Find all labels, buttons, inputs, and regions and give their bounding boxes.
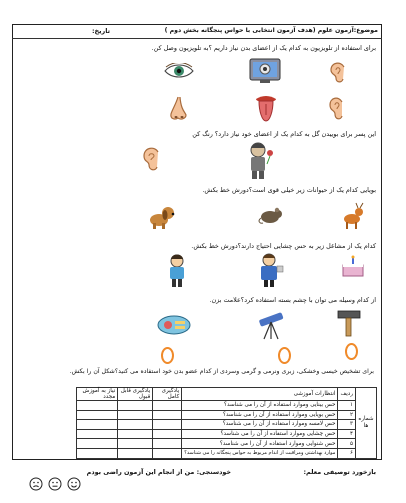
self-assessment-label: خودسنجی: من از انجام این آزمون راضی بودم [86,468,231,476]
check-cell[interactable] [77,439,118,449]
col-header-number: شماره ها [356,388,377,459]
col-header-row: ردیف [338,388,356,401]
check-cell[interactable] [118,401,153,411]
deer-icon [338,202,366,230]
check-cell[interactable] [153,410,182,420]
happy-face-icon[interactable] [67,477,81,491]
answer-circle[interactable] [161,347,174,364]
answer-circle[interactable] [278,347,291,364]
row-number: ۴ [338,429,356,439]
question-5: از کدام وسیله می توان با چشم بسته استفاده کرد؟علامت بزن. [209,296,376,304]
teacher-feedback-label: بازخورد توصیفی معلم: [303,468,376,476]
table-row [77,401,377,411]
cake-icon [340,255,366,279]
check-cell[interactable] [77,420,118,430]
row-text: حس شنوایی وموارد استفاده از آن را می شناسد؟ [182,439,338,449]
table-row [77,439,377,449]
row-text: حس چشایی وموارد استفاده از آن را می شناسد؟ [182,429,338,439]
row-number: ۲ [338,410,356,420]
hammer-icon [336,308,362,338]
radio-icon [156,314,192,336]
row-text: حس بینایی وموارد استفاده از آن را می شناسد؟ [182,401,338,411]
check-cell[interactable] [153,401,182,411]
row-text: موارد بهداشتی ومراقبت از اندام مربوط به حواس پنجگانه را می شناسد؟ [182,448,338,458]
eye-icon [164,63,194,79]
row-text: حس لامسه وموارد استفاده از آن را می شناسد؟ [182,420,338,430]
question-4: کدام یک از مشاغل زیر به حس چشایی احتیاج دارند؟دورش خط بکش. [191,242,376,250]
check-cell[interactable] [118,448,153,458]
dog-icon [146,202,176,230]
check-cell[interactable] [118,439,153,449]
row-number: ۵ [338,439,356,449]
col-header-retrain: نیاز به آموزش مجدد [77,388,118,401]
check-cell[interactable] [118,429,153,439]
question-3: بویایی کدام یک از حیوانات زیر خیلی قوی است؟دورش خط بکش. [202,186,376,194]
boy-smelling-flower-icon [240,140,276,180]
check-cell[interactable] [118,410,153,420]
ear-icon [327,96,347,122]
taster-icon [252,252,286,288]
col-header-acceptable: یادگیری قابل قبول [118,388,153,401]
check-cell[interactable] [153,420,182,430]
answer-circle[interactable] [345,343,358,360]
neutral-face-icon[interactable] [48,477,62,491]
row-number: ۳ [338,420,356,430]
divider [12,38,382,39]
assessment-table [76,387,377,459]
page-title: موضوع:آزمون علوم (هدف آزمون انتخابی با حواس پنجگانه بخش دوم ) [164,27,378,34]
row-number: ۶ [338,448,356,458]
question-2: این پسر برای بوییدن گل به کدام یک از اعضای خود نیاز دارد؟ رنگ کن [192,130,376,138]
question-1: برای استفاده از تلویزیون به کدام یک از اعضای بدن نیاز داریم ؟به تلویزیون وصل کن. [151,44,376,52]
col-header-expectations: انتظارات آموزشی [182,388,338,401]
nose-icon [168,96,190,122]
mouse-icon [258,205,284,225]
row-number: ۱ [338,401,356,411]
tv-icon [248,56,282,84]
table-row [77,429,377,439]
tongue-icon [254,95,278,123]
ear-icon [327,61,349,85]
table-row [77,410,377,420]
row-text: حس بویایی وموارد استفاده از آن را می شناسد؟ [182,410,338,420]
col-header-complete: یادگیری کامل [153,388,182,401]
check-cell[interactable] [153,448,182,458]
check-cell[interactable] [153,439,182,449]
check-cell[interactable] [77,401,118,411]
telescope-icon [256,310,288,340]
question-6: برای تشخیص خیسی وخشکی، زبری ونرمی و گرمی وسردی از کدام عضو بدن خود استفاده می کنید؟شکل آن را بکش. [69,368,374,375]
check-cell[interactable] [153,429,182,439]
boy-icon [162,252,192,288]
table-row [77,420,377,430]
table-row [77,448,377,458]
check-cell[interactable] [77,448,118,458]
check-cell[interactable] [77,410,118,420]
check-cell[interactable] [118,420,153,430]
sad-face-icon[interactable] [29,477,43,491]
ear-icon [140,146,164,174]
date-label: تاریخ: [92,27,111,35]
check-cell[interactable] [77,429,118,439]
